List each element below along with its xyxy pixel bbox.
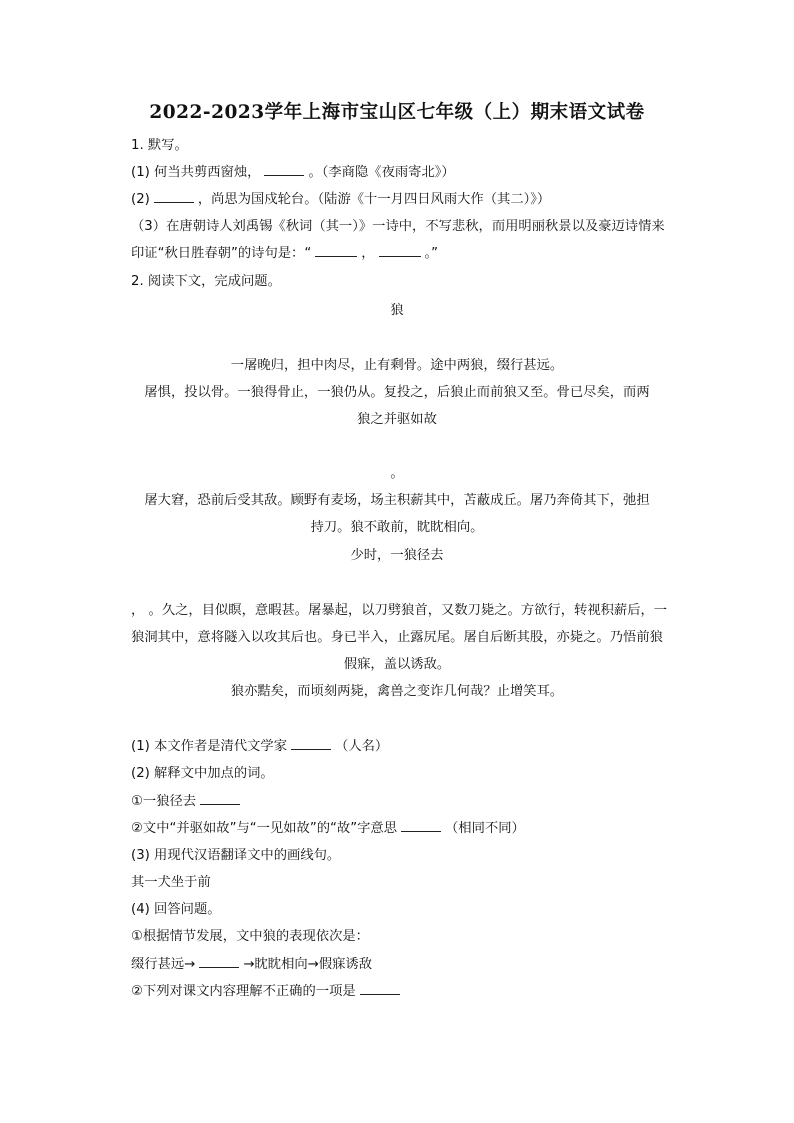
q1-part3-line1: （3）在唐朝诗人刘禹锡《秋词（其一）》一诗中，不写悲秋，而用明丽秋景以及豪迈诗情来	[131, 219, 665, 234]
q2-sub4b-end: →眈眈相向→假寐诱敌	[243, 957, 373, 972]
q1-part1-source: 。（李商隐《夜雨寄北》）	[308, 165, 455, 180]
answer-blank[interactable]	[154, 190, 194, 203]
q2-sub3a: 其一犬坐于前	[131, 875, 211, 890]
passage-line: 假寐，盖以诱敌。	[343, 657, 451, 672]
answer-blank[interactable]	[264, 163, 304, 176]
comma: ，	[361, 246, 375, 261]
passage-line: 屠大窘，恐前后受其敌。顾野有麦场，场主积薪其中，苫蔽成丘。屠乃奔倚其下，弛担	[144, 493, 650, 508]
q2-sub2: (2) 解释文中加点的词。	[131, 766, 274, 781]
q2-sub4c-text: ②下列对课文内容理解不正确的一项是	[131, 984, 356, 999]
q2-sub2b-text: ②文中“并驱如故”与“一见如故”的“故”字意思	[131, 821, 398, 836]
q1-part3-line2	[131, 244, 438, 264]
passage-line: 持刀。狼不敢前，眈眈相向。	[310, 520, 484, 535]
answer-blank[interactable]	[360, 982, 400, 995]
q2-sub4b-start: 缀行甚远→	[131, 957, 196, 972]
exam-title: 2022-2023学年上海市宝山区七年级（上）期末语文试卷	[149, 102, 645, 123]
answer-blank[interactable]	[199, 955, 239, 968]
q2-sub1	[131, 737, 388, 757]
q2-sub4c	[131, 982, 404, 1002]
passage-line: 一屠晚归，担中肉尽，止有剩骨。途中两狼，缀行甚远。	[230, 358, 564, 373]
passage-title: 狼	[390, 303, 404, 318]
answer-blank[interactable]	[200, 792, 240, 805]
q1-part3-prompt: 印证“秋日胜春朝”的诗句是：“	[131, 246, 312, 261]
passage-line: 。	[390, 466, 404, 481]
q2-sub4: (4) 回答问题。	[131, 902, 221, 917]
passage-line: 屠惧，投以骨。一狼得骨止，一狼仍从。复投之，后狼止而前狼又至。骨已尽矣，而两	[144, 385, 650, 400]
q2-sub1-hint: （人名）	[335, 739, 389, 754]
q2-sub3: (3) 用现代汉语翻译文中的画线句。	[131, 848, 341, 863]
q1-part2	[131, 190, 550, 210]
answer-blank[interactable]	[291, 737, 331, 750]
q2-heading: 2. 阅读下文，完成问题。	[131, 274, 281, 289]
passage-line: 狼亦黠矣，而顷刻两毙，禽兽之变诈几何哉？止增笑耳。	[230, 684, 564, 699]
q1-part1	[131, 163, 455, 183]
q2-sub1-text: (1) 本文作者是清代文学家	[131, 739, 288, 754]
q2-sub2a	[131, 792, 244, 812]
answer-blank[interactable]	[315, 244, 357, 257]
answer-blank[interactable]	[401, 819, 441, 832]
passage-line: 狼之并驱如故	[357, 412, 437, 427]
q1-part1-text: (1) 何当共剪西窗烛，	[131, 165, 261, 180]
q1-part2-number: (2)	[131, 192, 150, 207]
q2-sub2b-hint: （相同不同）	[445, 821, 525, 836]
q1-part2-text: ，尚思为国戍轮台。（陆游《十一月四日风雨大作（其二）》）	[197, 192, 551, 207]
q1-heading: 1. 默写。	[131, 138, 188, 153]
q2-sub2b	[131, 819, 525, 839]
passage-line: ， 。久之，目似瞑，意暇甚。屠暴起，以刀劈狼首，又数刀毙之。方欲行，转视积薪后，一	[131, 603, 668, 618]
q2-sub2a-text: ①一狼径去	[131, 794, 197, 809]
q2-sub4b	[131, 955, 372, 975]
q2-sub4a: ①根据情节发展，文中狼的表现依次是：	[131, 929, 369, 944]
closing-quote: 。”	[424, 246, 439, 261]
passage-line: 少时，一狼径去	[350, 548, 444, 563]
passage-line: 狼洞其中，意将隧入以攻其后也。身已半入，止露尻尾。屠自后断其股，亦毙之。乃悟前狼	[131, 630, 663, 645]
answer-blank[interactable]	[379, 244, 421, 257]
